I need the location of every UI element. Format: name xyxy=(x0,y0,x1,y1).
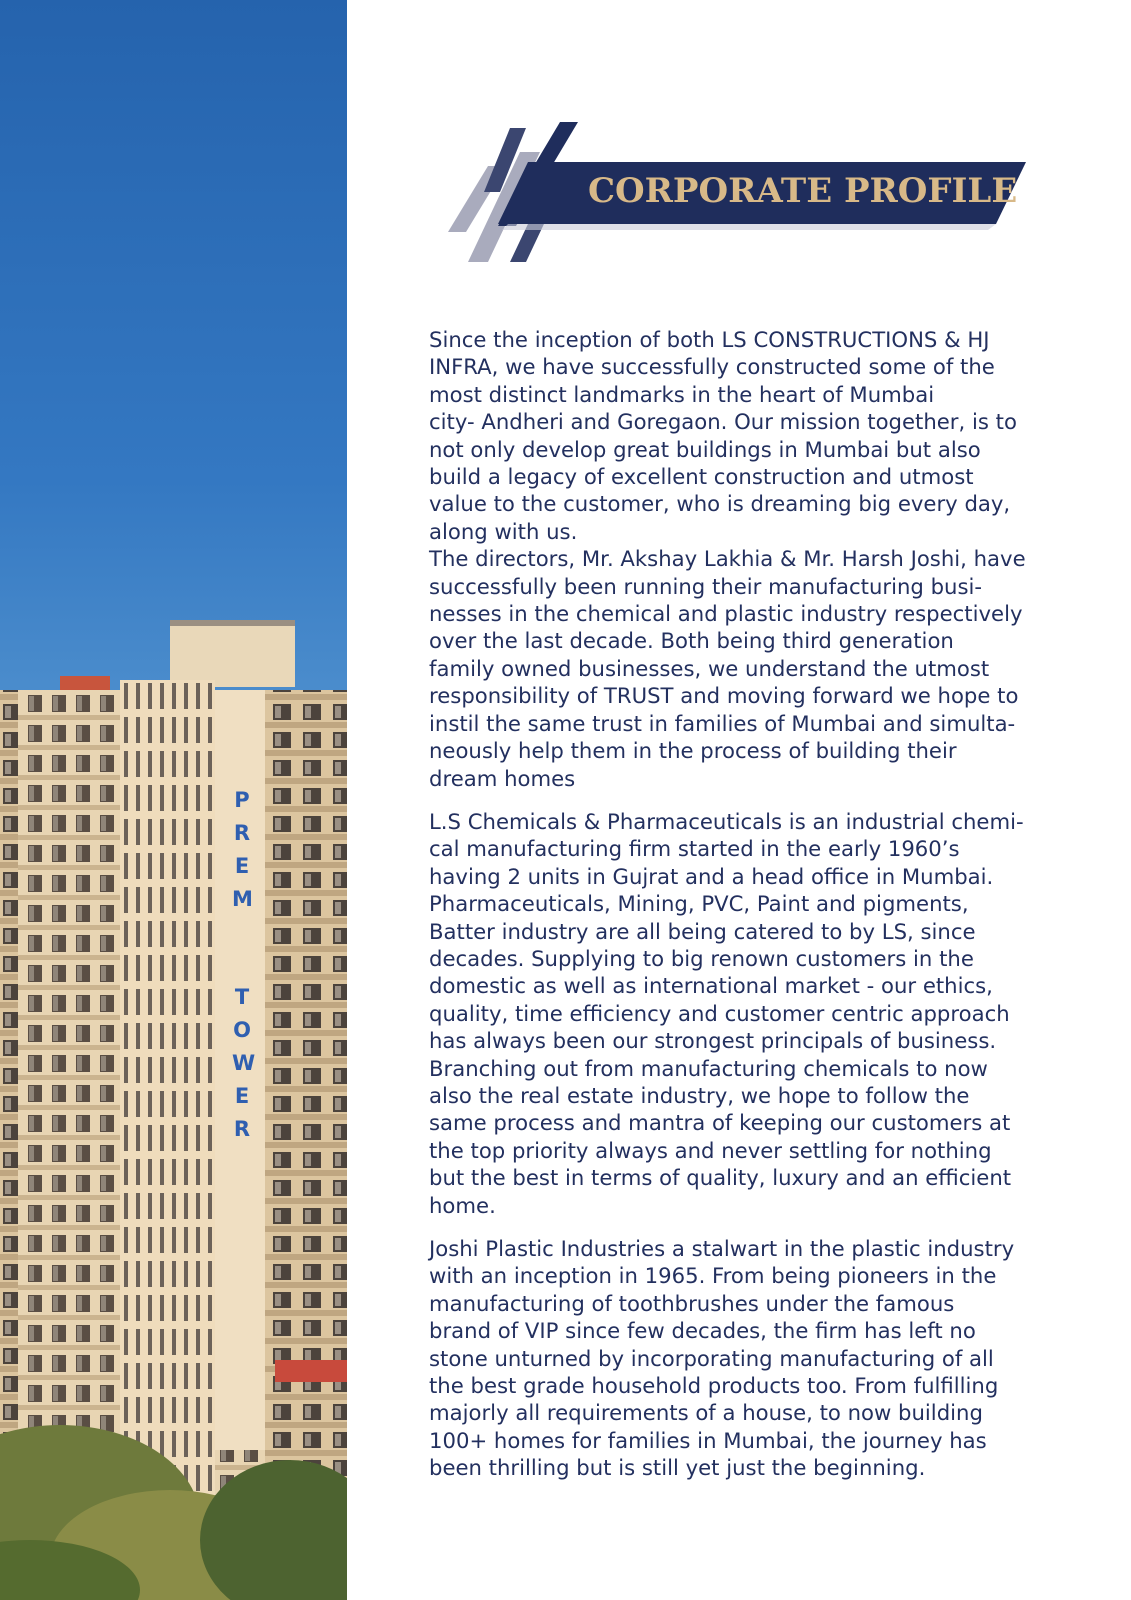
sign-letter: E xyxy=(234,854,250,878)
sign-letter: W xyxy=(232,1051,256,1075)
sign-letter: R xyxy=(233,821,251,845)
ls-chemicals-paragraph: L.S Chemicals & Pharmaceuticals is an industrial chemi- cal manufacturing firm started in the early 1960’s having 2 units in Gujrat and a head office in Mumbai. Pharmaceuticals, Mining, PVC, Paint and pigments, Batter industry are all being catered to by LS, since decades. Supplying to big renown customers in the domestic as well as international market - our ethics, quality, time efficiency and customer centric approach has always been our strongest principals of business. Branching out from manufacturing chemicals to now also the real estate industry, we hope to follow the same process and mantra of keeping our customers at the top priority always and never settling for nothing but the best in terms of quality, luxury and an efficient home. xyxy=(429,808,1024,1218)
corporate-profile-text xyxy=(429,326,1084,1482)
sign-letter: T xyxy=(234,985,250,1009)
joshi-plastic-paragraph: Joshi Plastic Industries a stalwart in the plastic industry with an inception in 1965. From being pioneers in the manufacturing of toothbrushes under the famous brand of VIP since few decades, the firm has left no stone unturned by incorporating manufacturing of all the best grade household products too. From fulfilling majorly all requirements of a house, to now building 100+ homes for families in Mumbai, the journey has been thrilling but is still yet just the beginning. xyxy=(429,1236,1015,1481)
building-photo xyxy=(0,0,347,1600)
page-title: CORPORATE PROFILE xyxy=(588,171,1018,211)
directors-paragraph: The directors, Mr. Akshay Lakhia & Mr. Harsh Joshi, have successfully been running their manufacturing busi- nesses in the chemical and plastic industry respectively over the last decade. Both being third generation family owned businesses, we understand the utmost responsibility of TRUST and moving forward we hope to instil the same trust in families of Mumbai and simulta- neously help them in the process of building their dream homes xyxy=(429,546,1026,791)
sign-letter: O xyxy=(233,1018,251,1042)
sign-letter: E xyxy=(234,1084,250,1108)
sign-letter: M xyxy=(232,887,253,911)
sign-letter: P xyxy=(234,788,250,812)
sign-letter: R xyxy=(233,1117,251,1141)
intro-paragraph: Since the inception of both LS CONSTRUCTIONS & HJ INFRA, we have successfully constructed some of the most distinct landmarks in the heart of Mumbai city- Andheri and Goregaon. Our mission together, is to not only develop great buildings in Mumbai but also build a legacy of excellent construction and utmost value to the customer, who is dreaming big every day, along with us. xyxy=(429,327,1017,544)
building-illustration xyxy=(0,0,347,1600)
